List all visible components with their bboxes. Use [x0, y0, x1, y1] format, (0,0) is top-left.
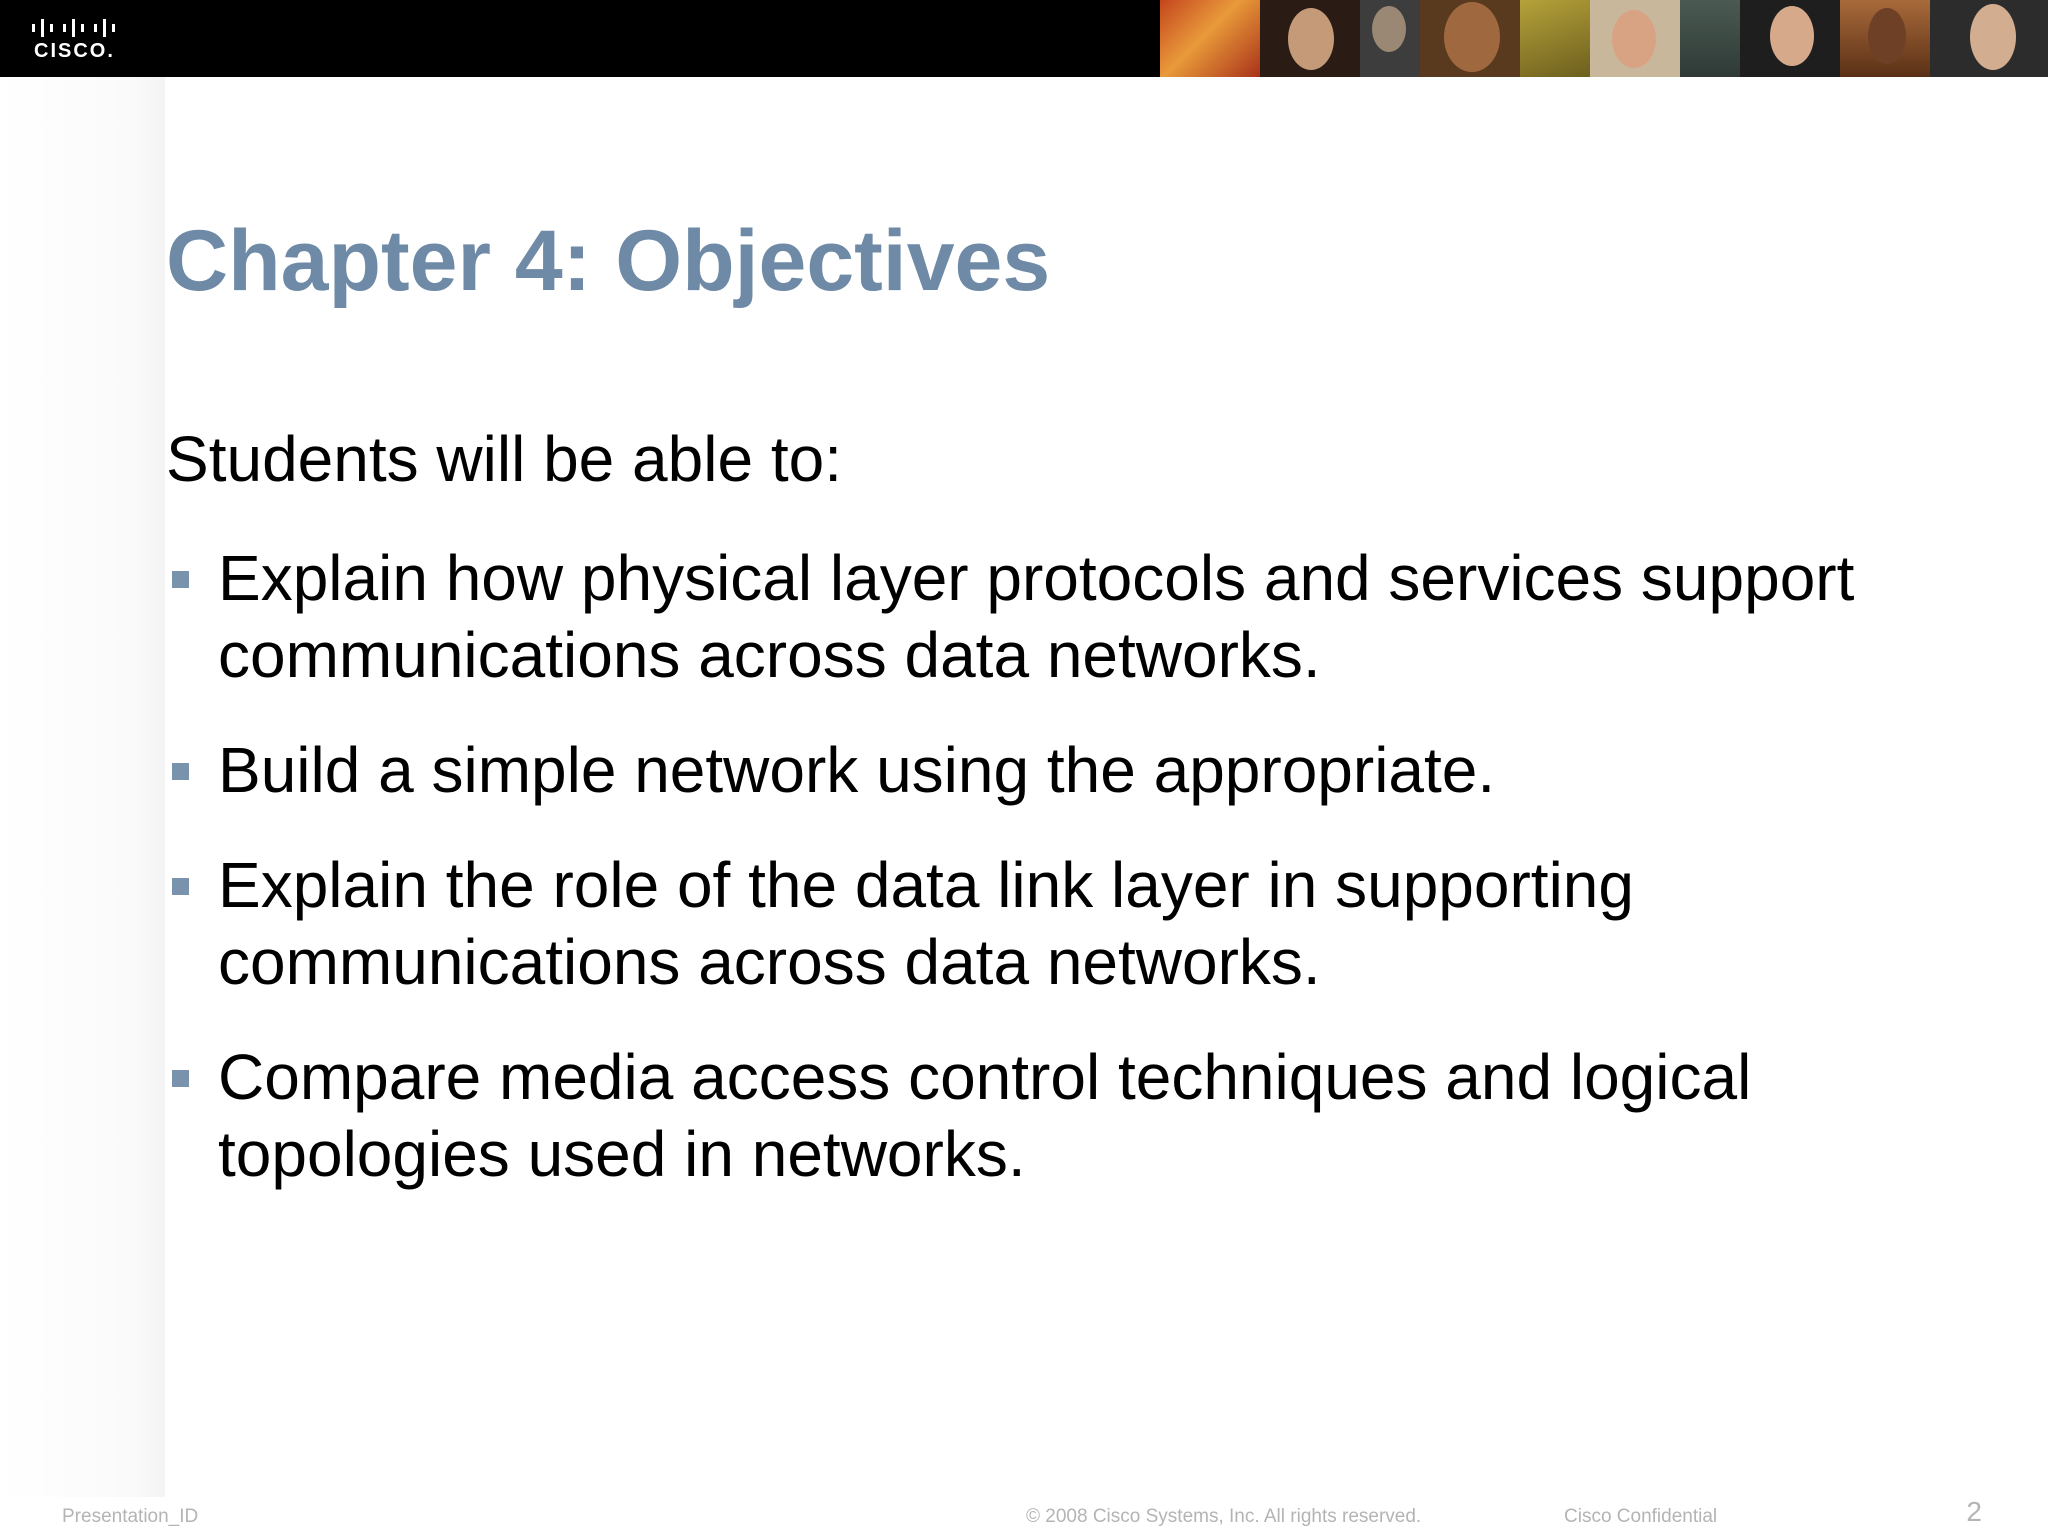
cisco-bridge-icon [30, 14, 120, 38]
objective-item [166, 540, 1966, 694]
photo-tile [1590, 0, 1680, 77]
footer-copyright: © 2008 Cisco Systems, Inc. All rights reserved. [1026, 1506, 1422, 1527]
cisco-logo-text: CISCO. [34, 40, 115, 62]
slide-title: Chapter 4: Objectives [166, 213, 1051, 309]
page-number: 2 [1966, 1496, 1982, 1527]
objective-item [166, 1039, 1966, 1193]
photo-tile [1260, 0, 1360, 77]
footer-presentation-id: Presentation_ID [62, 1506, 199, 1527]
photo-tile [1930, 0, 2048, 77]
objective-item [166, 732, 1966, 809]
header-photo-strip [1160, 0, 2048, 77]
photo-tile [1160, 0, 1260, 77]
cisco-logo [30, 14, 120, 64]
objective-text: Build a simple network using the appropriate. [218, 734, 1496, 806]
photo-tile [1740, 0, 1840, 77]
objective-item [166, 847, 1966, 1001]
footer-confidential: Cisco Confidential [1564, 1506, 1718, 1527]
photo-tile [1840, 0, 1930, 77]
header-bar [0, 0, 2048, 77]
left-background-band [0, 77, 165, 1497]
objective-text: Explain the role of the data link layer in supporting communications across data networks. [218, 849, 1634, 998]
square-bullet-icon [172, 763, 189, 780]
objectives-list [166, 540, 1966, 1231]
photo-tile [1360, 0, 1420, 77]
photo-tile [1520, 0, 1590, 77]
square-bullet-icon [172, 878, 189, 895]
photo-tile [1420, 0, 1520, 77]
square-bullet-icon [172, 1070, 189, 1087]
objective-text: Compare media access control techniques and logical topologies used in networks. [218, 1041, 1752, 1190]
objective-text: Explain how physical layer protocols and services support communications across data networks. [218, 542, 1855, 691]
square-bullet-icon [172, 571, 189, 588]
slide-intro: Students will be able to: [166, 423, 842, 495]
photo-tile [1680, 0, 1740, 77]
